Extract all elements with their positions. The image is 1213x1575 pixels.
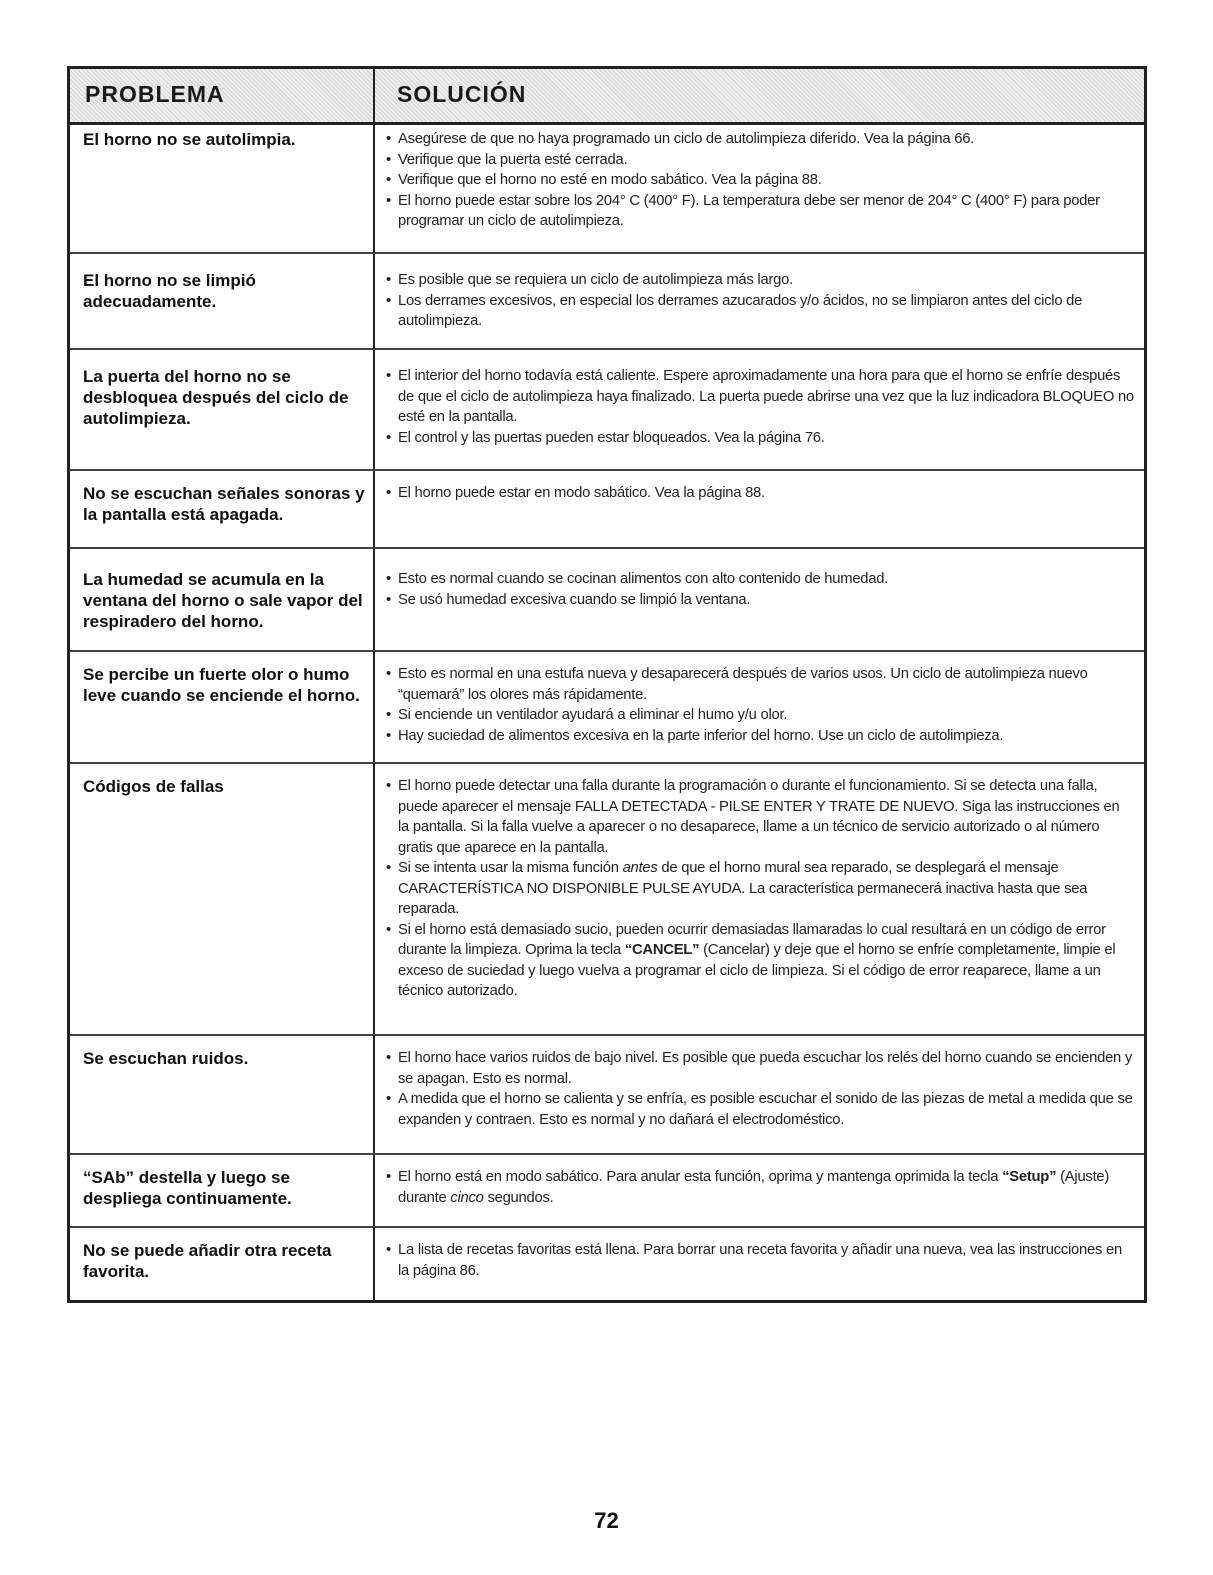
solution-header-cell bbox=[375, 69, 1144, 122]
solution-item: • Si el horno está demasiado sucio, pueden ocurrir demasiadas llamaradas lo cual resultará en un código de error durante la limpieza. Oprima la tecla “CANCEL” (Cancelar) y deje que el horno se enfríe completamente, limpie el exceso de suciedad y luego vuelva a programar el ciclo de limpieza. Si el código de error reaparece, llame a un técnico autorizado. bbox=[386, 920, 1134, 1002]
table-row bbox=[70, 254, 1144, 350]
solution-item: • El horno puede detectar una falla durante la programación o durante el funcionamiento. Si se detecta una falla, puede aparecer el mensaje FALLA DETECTADA - PILSE ENTER Y TRATE DE NUEVO. Siga las instrucciones en la pantalla. Si la falla vuelve a aparecer o no desaparece, llame a un técnico de servicio autorizado o al número gratis que aparece en la pantalla. bbox=[386, 776, 1134, 858]
table-row bbox=[70, 1228, 1144, 1300]
table-row bbox=[70, 764, 1144, 1036]
table-row bbox=[70, 125, 1144, 254]
page-number: 72 bbox=[594, 1508, 619, 1533]
table-row bbox=[70, 1155, 1144, 1228]
solution-item: • El interior del horno todavía está caliente. Espere aproximadamente una hora para que el horno se enfríe después de que el ciclo de autolimpieza haya finalizado. La puerta puede abrirse una vez que la luz indicadora BLOQUEO no esté en la pantalla. bbox=[386, 366, 1134, 428]
solution-cell bbox=[375, 254, 1144, 348]
solution-cell bbox=[375, 1228, 1144, 1300]
solution-item: • Verifique que el horno no esté en modo sabático. Vea la página 88. bbox=[386, 170, 1134, 191]
solution-item: • El horno puede estar en modo sabático. Vea la página 88. bbox=[386, 483, 1134, 504]
problem-cell: No se escuchan señales sonoras y la pantalla está apagada. bbox=[70, 471, 375, 547]
solution-item: • Si enciende un ventilador ayudará a eliminar el humo y/u olor. bbox=[386, 705, 1134, 726]
solution-item: • A medida que el horno se calienta y se enfría, es posible escuchar el sonido de las piezas de metal a medida que se expanden y contraen. Esto es normal y no dañará el electrodoméstico. bbox=[386, 1089, 1134, 1130]
table-row bbox=[70, 471, 1144, 549]
solution-item: • Asegúrese de que no haya programado un ciclo de autolimpieza diferido. Vea la página 66. bbox=[386, 129, 1134, 150]
solution-item: • El horno puede estar sobre los 204° C (400° F). La temperatura debe ser menor de 204° C (400° F) para poder programar un ciclo de autolimpieza. bbox=[386, 191, 1134, 232]
table-header bbox=[70, 69, 1144, 125]
solution-item: • Esto es normal cuando se cocinan alimentos con alto contenido de humedad. bbox=[386, 569, 1134, 590]
solution-item: • El horno está en modo sabático. Para anular esta función, oprima y mantenga oprimida la tecla “Setup” (Ajuste) durante cinco segundos. bbox=[386, 1167, 1134, 1208]
solution-cell bbox=[375, 471, 1144, 547]
table-row bbox=[70, 549, 1144, 652]
cancel-key-label: “CANCEL” bbox=[624, 942, 700, 958]
problem-cell: Se percibe un fuerte olor o humo leve cuando se enciende el horno. bbox=[70, 652, 375, 762]
solution-item: • Si se intenta usar la misma función antes de que el horno mural sea reparado, se desplegará el mensaje CARACTERÍSTICA NO DISPONIBLE PULSE AYUDA. La característica permanecerá inactiva hasta que sea reparada. bbox=[386, 858, 1134, 920]
problem-cell: “SAb” destella y luego se despliega continuamente. bbox=[70, 1155, 375, 1226]
solution-item: • Hay suciedad de alimentos excesiva en la parte inferior del horno. Use un ciclo de autolimpieza. bbox=[386, 726, 1134, 747]
problem-cell: El horno no se limpió adecuadamente. bbox=[70, 254, 375, 348]
solution-cell bbox=[375, 764, 1144, 1034]
problem-cell: El horno no se autolimpia. bbox=[70, 125, 375, 252]
solution-cell bbox=[375, 1155, 1144, 1226]
solution-cell bbox=[375, 1036, 1144, 1153]
solution-column-title: SOLUCIÓN bbox=[397, 81, 527, 107]
problem-cell: Se escuchan ruidos. bbox=[70, 1036, 375, 1153]
solution-cell bbox=[375, 350, 1144, 469]
solution-item: • Verifique que la puerta esté cerrada. bbox=[386, 150, 1134, 171]
setup-key-label: “Setup” bbox=[1002, 1169, 1057, 1185]
solution-item: • Se usó humedad excesiva cuando se limpió la ventana. bbox=[386, 590, 1134, 611]
table-row bbox=[70, 350, 1144, 471]
problem-cell: La humedad se acumula en la ventana del horno o sale vapor del respiradero del horno. bbox=[70, 549, 375, 650]
problem-cell: La puerta del horno no se desbloquea después del ciclo de autolimpieza. bbox=[70, 350, 375, 469]
problem-header-cell bbox=[70, 69, 375, 122]
solution-cell bbox=[375, 125, 1144, 252]
problem-cell: Códigos de fallas bbox=[70, 764, 375, 1034]
solution-item: • Los derrames excesivos, en especial los derrames azucarados y/o ácidos, no se limpiaron antes del ciclo de autolimpieza. bbox=[386, 291, 1134, 332]
solution-cell bbox=[375, 549, 1144, 650]
solution-item: • Esto es normal en una estufa nueva y desaparecerá después de varios usos. Un ciclo de autolimpieza nuevo “quemará” los olores más rápidamente. bbox=[386, 664, 1134, 705]
solution-item: • El control y las puertas pueden estar bloqueados. Vea la página 76. bbox=[386, 428, 1134, 449]
problem-cell: No se puede añadir otra receta favorita. bbox=[70, 1228, 375, 1300]
solution-item: • El horno hace varios ruidos de bajo nivel. Es posible que pueda escuchar los relés del horno cuando se encienden y se apagan. Esto es normal. bbox=[386, 1048, 1134, 1089]
troubleshooting-table bbox=[67, 66, 1147, 1303]
table-row bbox=[70, 652, 1144, 764]
solution-item: • Es posible que se requiera un ciclo de autolimpieza más largo. bbox=[386, 270, 1134, 291]
solution-cell bbox=[375, 652, 1144, 762]
problem-column-title: PROBLEMA bbox=[85, 81, 225, 107]
solution-item: • La lista de recetas favoritas está llena. Para borrar una receta favorita y añadir una nueva, vea las instrucciones en la página 86. bbox=[386, 1240, 1134, 1281]
table-row bbox=[70, 1036, 1144, 1155]
